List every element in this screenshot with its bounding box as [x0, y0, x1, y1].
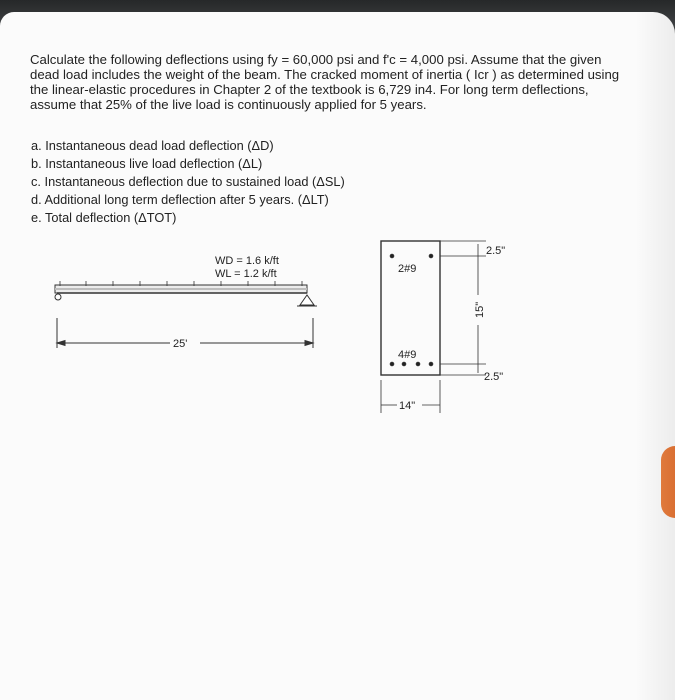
dimension-arrow-right: [305, 341, 313, 346]
pin-support: [55, 294, 61, 300]
bottom-bar-4: [429, 362, 433, 366]
top-bars-label: 2#9: [398, 263, 417, 275]
beam-shading: [55, 288, 307, 290]
question-b: b. Instantaneous live load deflection (ΔL): [31, 156, 263, 171]
live-load-label: WL = 1.2 k/ft: [215, 268, 277, 280]
width-label: 14": [399, 400, 416, 412]
depth-label: 15": [474, 301, 486, 318]
question-a: a. Instantaneous dead load deflection (ΔD): [31, 138, 274, 153]
problem-line: Calculate the following deflections using fy = 60,000 psi and f'c = 4,000 psi. Assume that the given: [30, 52, 602, 67]
problem-line: assume that 25% of the live load is continuously applied for 5 years.: [30, 97, 427, 112]
dimension-arrow-left: [57, 341, 65, 346]
top-bar-right: [429, 254, 433, 258]
bottom-bar-2: [402, 362, 406, 366]
span-label: 25': [173, 338, 188, 350]
top-cover-label: 2.5": [486, 245, 506, 257]
problem-line: dead load includes the weight of the beam. The cracked moment of inertia ( Icr ) as determined using: [30, 67, 620, 82]
bottom-bars-label: 4#9: [398, 349, 417, 361]
question-d: d. Additional long term deflection after 5 years. (ΔLT): [31, 192, 329, 207]
top-bar-left: [390, 254, 394, 258]
problem-line: the linear-elastic procedures in Chapter 2 of the textbook is 6,729 in4. For long term deflections,: [30, 82, 589, 97]
question-c: c. Instantaneous deflection due to sustained load (ΔSL): [31, 174, 345, 189]
bottom-bar-3: [416, 362, 420, 366]
dead-load-label: WD = 1.6 k/ft: [215, 255, 279, 267]
roller-support: [300, 295, 314, 305]
question-e: e. Total deflection (ΔTOT): [31, 210, 177, 225]
bottom-bar-1: [390, 362, 394, 366]
bottom-cover-label: 2.5": [484, 371, 504, 383]
beam-cross-section: [381, 241, 486, 413]
